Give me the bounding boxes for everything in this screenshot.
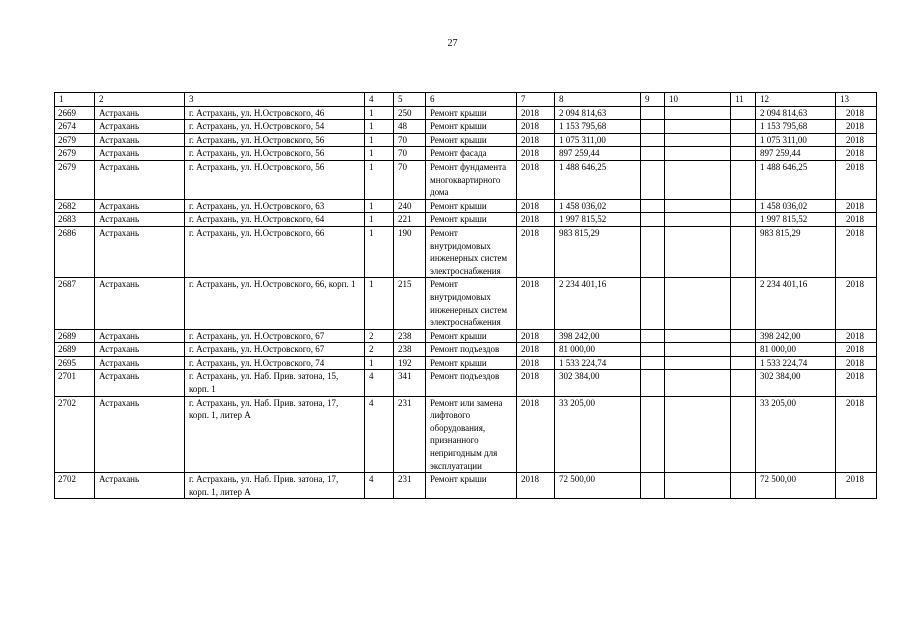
table-row [55,370,877,396]
work-type-cell: Ремонт крыши [426,356,517,370]
col10-cell [665,160,731,199]
completion-year-cell: 2018 [836,106,877,120]
col10-cell [665,356,731,370]
address-cell: г. Астрахань, ул. Н.Островского, 66 [185,226,365,277]
col10-cell [665,278,731,329]
apartment-count-cell: 215 [394,278,426,329]
year-cell: 2018 [517,199,555,213]
cost-cell: 897 259,44 [555,147,641,161]
entrance-count-cell: 1 [365,213,394,227]
work-type-cell: Ремонт крыши [426,473,517,499]
apartment-count-cell: 192 [394,356,426,370]
cost-cell: 2 234 401,16 [555,278,641,329]
table-row [55,226,877,277]
municipality-cell: Астрахань [95,343,185,357]
address-cell: г. Астрахань, ул. Н.Островского, 46 [185,106,365,120]
work-type-cell: Ремонт крыши [426,120,517,134]
address-cell: г. Астрахань, ул. Н.Островского, 67 [185,329,365,343]
table-row [55,343,877,357]
entrance-count-cell: 1 [365,199,394,213]
year-cell: 2018 [517,343,555,357]
completion-year-cell: 2018 [836,329,877,343]
entrance-count-cell: 1 [365,226,394,277]
col10-cell [665,120,731,134]
apartment-count-cell: 240 [394,199,426,213]
work-type-cell: Ремонт или замена лифтового оборудования, признанного непригодным для эксплуатации [426,396,517,473]
year-cell: 2018 [517,329,555,343]
address-cell: г. Астрахань, ул. Н.Островского, 54 [185,120,365,134]
municipality-cell: Астрахань [95,106,185,120]
col10-cell [665,213,731,227]
work-type-cell: Ремонт фасада [426,147,517,161]
completion-year-cell: 2018 [836,120,877,134]
col11-cell [731,278,756,329]
header-cell: 9 [641,93,665,107]
table-row [55,278,877,329]
col9-cell [641,370,665,396]
year-cell: 2018 [517,120,555,134]
col11-cell [731,106,756,120]
col11-cell [731,370,756,396]
address-cell: г. Астрахань, ул. Н.Островского, 63 [185,199,365,213]
apartment-count-cell: 238 [394,343,426,357]
object-id-cell: 2679 [55,147,95,161]
col11-cell [731,133,756,147]
municipality-cell: Астрахань [95,160,185,199]
total-cost-cell: 1 533 224,74 [756,356,836,370]
year-cell: 2018 [517,473,555,499]
col9-cell [641,278,665,329]
table-row [55,160,877,199]
total-cost-cell: 1 997 815,52 [756,213,836,227]
col9-cell [641,473,665,499]
work-type-cell: Ремонт подъездов [426,343,517,357]
table-row [55,329,877,343]
col11-cell [731,473,756,499]
total-cost-cell: 2 094 814,63 [756,106,836,120]
year-cell: 2018 [517,370,555,396]
work-type-cell: Ремонт крыши [426,199,517,213]
col10-cell [665,199,731,213]
col10-cell [665,133,731,147]
total-cost-cell: 1 153 795,68 [756,120,836,134]
object-id-cell: 2689 [55,343,95,357]
col9-cell [641,356,665,370]
cost-cell: 1 488 646,25 [555,160,641,199]
header-cell: 10 [665,93,731,107]
year-cell: 2018 [517,133,555,147]
apartment-count-cell: 70 [394,133,426,147]
entrance-count-cell: 2 [365,343,394,357]
apartment-count-cell: 231 [394,396,426,473]
address-cell: г. Астрахань, ул. Н.Островского, 74 [185,356,365,370]
object-id-cell: 2669 [55,106,95,120]
header-cell: 6 [426,93,517,107]
cost-cell: 983 815,29 [555,226,641,277]
object-id-cell: 2702 [55,396,95,473]
object-id-cell: 2695 [55,356,95,370]
col11-cell [731,120,756,134]
completion-year-cell: 2018 [836,160,877,199]
object-id-cell: 2701 [55,370,95,396]
total-cost-cell: 1 488 646,25 [756,160,836,199]
col10-cell [665,370,731,396]
address-cell: г. Астрахань, ул. Н.Островского, 66, корп. 1 [185,278,365,329]
municipality-cell: Астрахань [95,147,185,161]
object-id-cell: 2689 [55,329,95,343]
col9-cell [641,133,665,147]
year-cell: 2018 [517,147,555,161]
entrance-count-cell: 1 [365,356,394,370]
col10-cell [665,329,731,343]
year-cell: 2018 [517,356,555,370]
apartment-count-cell: 70 [394,147,426,161]
header-cell: 7 [517,93,555,107]
municipality-cell: Астрахань [95,133,185,147]
municipality-cell: Астрахань [95,329,185,343]
total-cost-cell: 302 384,00 [756,370,836,396]
object-id-cell: 2679 [55,160,95,199]
object-id-cell: 2686 [55,226,95,277]
cost-cell: 33 205,00 [555,396,641,473]
work-type-cell: Ремонт крыши [426,133,517,147]
entrance-count-cell: 4 [365,396,394,473]
cost-cell: 1 533 224,74 [555,356,641,370]
entrance-count-cell: 1 [365,278,394,329]
municipality-cell: Астрахань [95,370,185,396]
apartment-count-cell: 221 [394,213,426,227]
cost-cell: 2 094 814,63 [555,106,641,120]
total-cost-cell: 1 458 036,02 [756,199,836,213]
table-row [55,106,877,120]
completion-year-cell: 2018 [836,226,877,277]
table-row [55,120,877,134]
municipality-cell: Астрахань [95,278,185,329]
apartment-count-cell: 190 [394,226,426,277]
cost-cell: 81 000,00 [555,343,641,357]
entrance-count-cell: 4 [365,473,394,499]
completion-year-cell: 2018 [836,133,877,147]
municipality-cell: Астрахань [95,396,185,473]
apartment-count-cell: 231 [394,473,426,499]
col9-cell [641,329,665,343]
col11-cell [731,396,756,473]
address-cell: г. Астрахань, ул. Н.Островского, 56 [185,133,365,147]
work-type-cell: Ремонт крыши [426,106,517,120]
entrance-count-cell: 1 [365,120,394,134]
completion-year-cell: 2018 [836,370,877,396]
col9-cell [641,199,665,213]
apartment-count-cell: 238 [394,329,426,343]
total-cost-cell: 2 234 401,16 [756,278,836,329]
col10-cell [665,226,731,277]
completion-year-cell: 2018 [836,199,877,213]
cost-cell: 72 500,00 [555,473,641,499]
col9-cell [641,147,665,161]
col11-cell [731,147,756,161]
header-cell: 1 [55,93,95,107]
table-body [55,93,877,499]
year-cell: 2018 [517,396,555,473]
completion-year-cell: 2018 [836,278,877,329]
header-cell: 2 [95,93,185,107]
header-cell: 8 [555,93,641,107]
col11-cell [731,343,756,357]
col10-cell [665,106,731,120]
col10-cell [665,473,731,499]
entrance-count-cell: 1 [365,133,394,147]
year-cell: 2018 [517,160,555,199]
object-id-cell: 2679 [55,133,95,147]
cost-cell: 1 997 815,52 [555,213,641,227]
table-row [55,473,877,499]
municipality-cell: Астрахань [95,356,185,370]
work-type-cell: Ремонт крыши [426,213,517,227]
table-row [55,147,877,161]
apartment-count-cell: 70 [394,160,426,199]
col9-cell [641,396,665,473]
col9-cell [641,213,665,227]
year-cell: 2018 [517,106,555,120]
address-cell: г. Астрахань, ул. Н.Островского, 67 [185,343,365,357]
col9-cell [641,160,665,199]
apartment-count-cell: 250 [394,106,426,120]
table-row [55,356,877,370]
year-cell: 2018 [517,226,555,277]
total-cost-cell: 983 815,29 [756,226,836,277]
work-type-cell: Ремонт фундамента многоквартирного дома [426,160,517,199]
header-cell: 11 [731,93,756,107]
municipality-cell: Астрахань [95,120,185,134]
completion-year-cell: 2018 [836,356,877,370]
total-cost-cell: 72 500,00 [756,473,836,499]
cost-cell: 1 458 036,02 [555,199,641,213]
address-cell: г. Астрахань, ул. Наб. Прив. затона, 17, корп. 1, литер А [185,473,365,499]
address-cell: г. Астрахань, ул. Н.Островского, 64 [185,213,365,227]
col11-cell [731,199,756,213]
col11-cell [731,226,756,277]
work-type-cell: Ремонт подъездов [426,370,517,396]
total-cost-cell: 897 259,44 [756,147,836,161]
municipality-cell: Астрахань [95,473,185,499]
entrance-count-cell: 1 [365,106,394,120]
completion-year-cell: 2018 [836,213,877,227]
cost-cell: 302 384,00 [555,370,641,396]
col11-cell [731,356,756,370]
header-cell: 5 [394,93,426,107]
address-cell: г. Астрахань, ул. Наб. Прив. затона, 17, корп. 1, литер А [185,396,365,473]
total-cost-cell: 1 075 311,00 [756,133,836,147]
entrance-count-cell: 2 [365,329,394,343]
completion-year-cell: 2018 [836,473,877,499]
total-cost-cell: 33 205,00 [756,396,836,473]
col11-cell [731,160,756,199]
header-cell: 12 [756,93,836,107]
completion-year-cell: 2018 [836,343,877,357]
entrance-count-cell: 4 [365,370,394,396]
year-cell: 2018 [517,213,555,227]
col9-cell [641,343,665,357]
municipality-cell: Астрахань [95,226,185,277]
col10-cell [665,343,731,357]
apartment-count-cell: 341 [394,370,426,396]
table-row [55,396,877,473]
header-cell: 4 [365,93,394,107]
work-type-cell: Ремонт внутридомовых инженерных систем электроснабжения [426,226,517,277]
header-cell: 3 [185,93,365,107]
completion-year-cell: 2018 [836,147,877,161]
apartment-count-cell: 48 [394,120,426,134]
address-cell: г. Астрахань, ул. Н.Островского, 56 [185,147,365,161]
header-row [55,93,877,107]
table-row [55,213,877,227]
table-row [55,199,877,213]
col11-cell [731,213,756,227]
address-cell: г. Астрахань, ул. Наб. Прив. затона, 15, корп. 1 [185,370,365,396]
address-cell: г. Астрахань, ул. Н.Островского, 56 [185,160,365,199]
col9-cell [641,120,665,134]
col9-cell [641,226,665,277]
year-cell: 2018 [517,278,555,329]
object-id-cell: 2682 [55,199,95,213]
col10-cell [665,396,731,473]
municipality-cell: Астрахань [95,199,185,213]
object-id-cell: 2683 [55,213,95,227]
municipality-cell: Астрахань [95,213,185,227]
cost-cell: 1 153 795,68 [555,120,641,134]
cost-cell: 1 075 311,00 [555,133,641,147]
total-cost-cell: 398 242,00 [756,329,836,343]
work-type-cell: Ремонт крыши [426,329,517,343]
object-id-cell: 2674 [55,120,95,134]
capital-repair-table [54,92,877,499]
total-cost-cell: 81 000,00 [756,343,836,357]
entrance-count-cell: 1 [365,147,394,161]
col10-cell [665,147,731,161]
completion-year-cell: 2018 [836,396,877,473]
object-id-cell: 2702 [55,473,95,499]
cost-cell: 398 242,00 [555,329,641,343]
header-cell: 13 [836,93,877,107]
object-id-cell: 2687 [55,278,95,329]
page-number: 27 [447,38,458,49]
col9-cell [641,106,665,120]
work-type-cell: Ремонт внутридомовых инженерных систем электроснабжения [426,278,517,329]
table-row [55,133,877,147]
entrance-count-cell: 1 [365,160,394,199]
col11-cell [731,329,756,343]
